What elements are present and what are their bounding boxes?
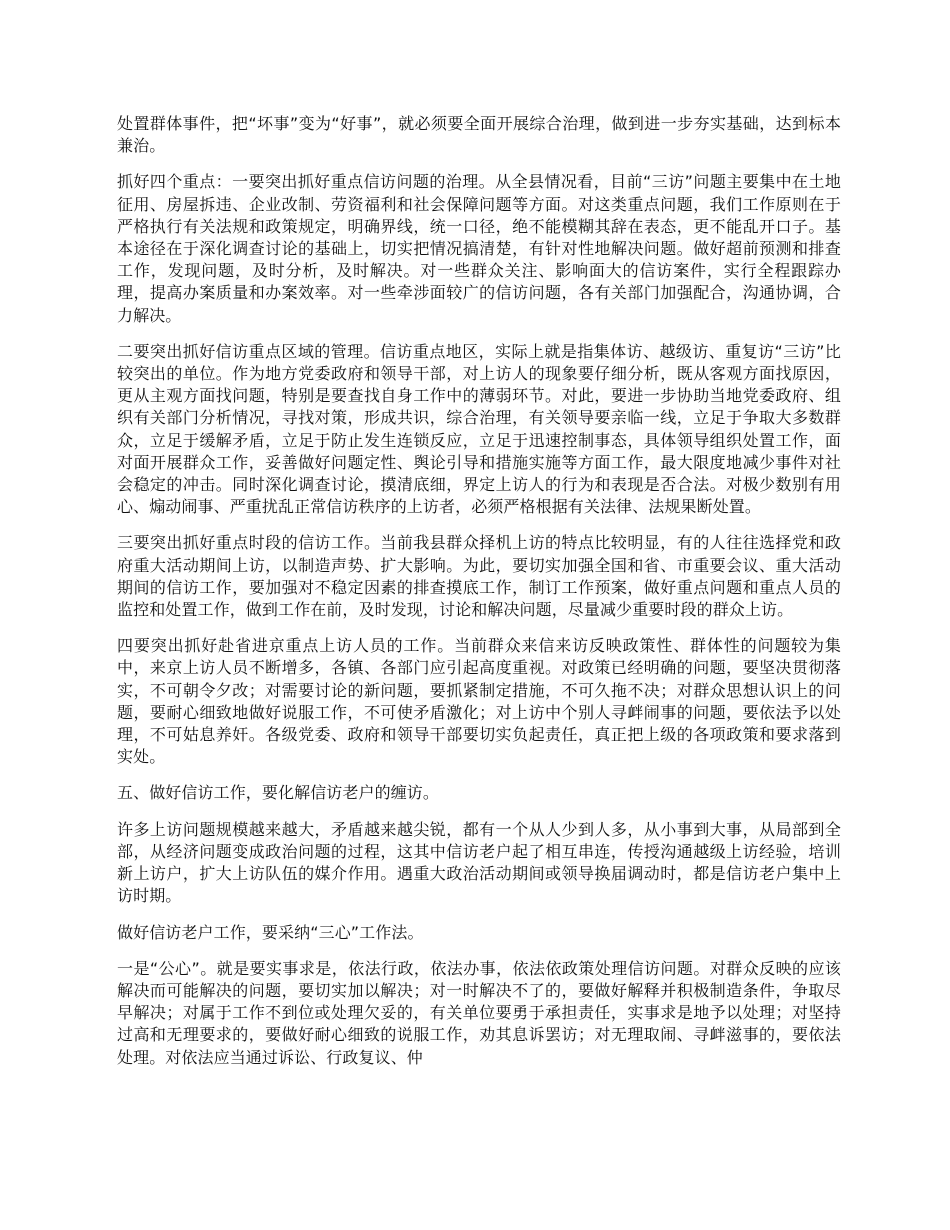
paragraph: 四要突出抓好赴省进京重点上访人员的工作。当前群众来信来访反映政策性、群体性的问题较为集中，来京上访人员不断增多，各镇、各部门应引起高度重视。对政策已经明确的问题，要坚决贯彻落实，不可朝令夕改；对需要讨论的新问题，要抓紧制定措施，不可久拖不决；对群众思想认识上的问题，要耐心细致地做好说服工作，不可使矛盾激化；对上访中个别人寻衅闹事的问题，要依法予以处理，不可姑息养奸。各级党委、政府和领导干部要切实负起责任，真正把上级的各项政策和要求落到实处。 bbox=[117, 636, 841, 767]
section-heading: 五、做好信访工作，要化解信访老户的缠访。 bbox=[117, 783, 440, 803]
paragraph: 做好信访老户工作，要采纳“三心”工作法。 bbox=[117, 922, 424, 942]
paragraph: 二要突出抓好信访重点区域的管理。信访重点地区，实际上就是指集体访、越级访、重复访“三访”比较突出的单位。作为地方党委政府和领导干部，对上访人的现象要仔细分析，既从客观方面找原因，更从主观方面找问题，特别是要查找自身工作中的薄弱环节。对此，要进一步协助当地党委政府、组织有关部门分析情况，寻找对策，形成共识，综合治理，有关领导要亲临一线，立足于争取大多数群众，立足于缓解矛盾，立足于防止发生连锁反应，立足于迅速控制事态，具体领导组织处置工作，面对面开展群众工作，妥善做好问题定性、舆论引导和措施实施等方面工作，最大限度地减少事件对社会稳定的冲击。同时深化调查讨论，摸清底细，界定上访人的行为和表现是否合法。对极少数别有用心、煽动闹事、严重扰乱正常信访秩序的上访者，必须严格根据有关法律、法规果断处置。 bbox=[117, 341, 841, 517]
document-body bbox=[117, 113, 841, 1083]
paragraph: 抓好四个重点：一要突出抓好重点信访问题的治理。从全县情况看，目前“三访”问题主要集中在土地征用、房屋拆违、企业改制、劳资福利和社会保障问题等方面。对这类重点问题，我们工作原则在于严格执行有关法规和政策规定，明确界线，统一口径，绝不能模糊其辞在表态，更不能乱开口子。基本途径在于深化调查讨论的基础上，切实把情况搞清楚，有针对性地解决问题。做好超前预测和排查工作，发现问题，及时分析，及时解决。对一些群众关注、影响面大的信访案件，实行全程跟踪办理，提高办案质量和办案效率。对一些牵涉面较广的信访问题，各有关部门加强配合，沟通协调，合力解决。 bbox=[117, 172, 841, 325]
paragraph: 三要突出抓好重点时段的信访工作。当前我县群众择机上访的特点比较明显，有的人往往选择党和政府重大活动期间上访，以制造声势、扩大影响。为此，要切实加强全国和省、市重要会议、重大活动期间的信访工作，要加强对不稳定因素的排查摸底工作，制订工作预案，做好重点问题和重点人员的监控和处置工作，做到工作在前，及时发现，讨论和解决问题，尽量减少重要时段的群众上访。 bbox=[117, 533, 841, 620]
paragraph: 一是“公心”。就是要实事求是，依法行政，依法办事，依法依政策处理信访问题。对群众反映的应该解决而可能解决的问题，要切实加以解决；对一时解决不了的，要做好解释并积极制造条件，争取尽早解决；对属于工作不到位或处理欠妥的，有关单位要勇于承担责任，实事求是地予以处理；对坚持过高和无理要求的，要做好耐心细致的说服工作，劝其息诉罢访；对无理取闹、寻衅滋事的，要依法处理。对依法应当通过诉讼、行政复议、仲 bbox=[117, 958, 841, 1067]
paragraph: 处置群体事件，把“坏事”变为“好事”，就必须要全面开展综合治理，做到进一步夯实基础，达到标本兼治。 bbox=[117, 114, 841, 156]
paragraph: 许多上访问题规模越来越大，矛盾越来越尖锐，都有一个从人少到人多，从小事到大事，从局部到全部，从经济问题变成政治问题的过程，这其中信访老户起了相互串连，传授沟通越级上访经验，培训新上访户，扩大上访队伍的媒介作用。遇重大政治活动期间或领导换届调动时，都是信访老户集中上访时期。 bbox=[117, 819, 841, 906]
